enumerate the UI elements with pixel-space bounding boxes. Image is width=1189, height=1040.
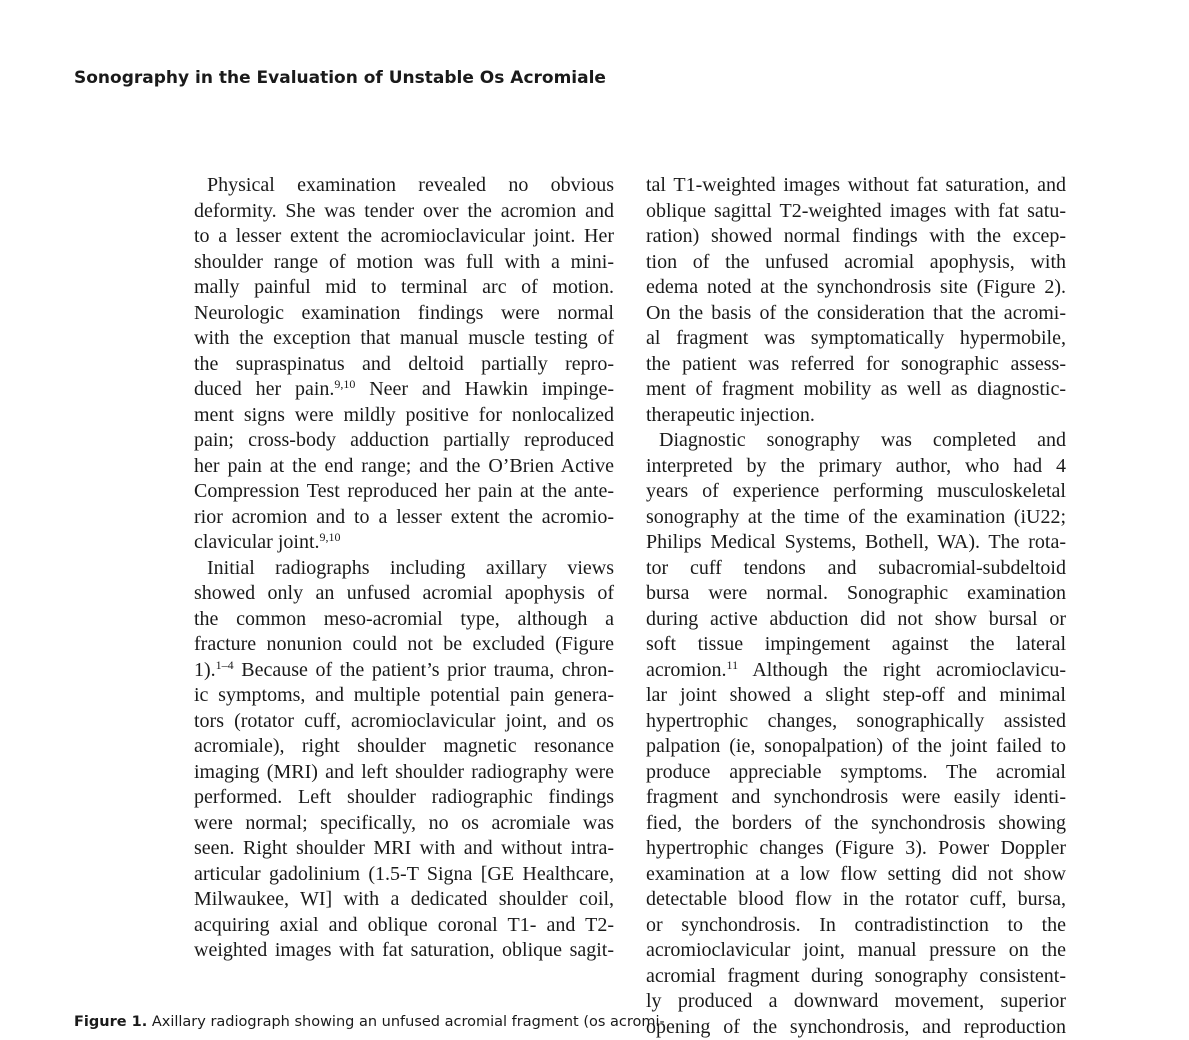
text-line-continuation: Because of the patient’s prior trauma, chron- — [234, 659, 614, 681]
text-line — [194, 224, 614, 250]
text-line-content: Physical examination revealed no obvious — [207, 174, 614, 196]
text-line-content: during active abduction did not show bursal or — [646, 608, 1066, 630]
text-line — [646, 275, 1066, 301]
text-line-content: sonography at the time of the examination (iU22; — [646, 506, 1066, 528]
text-line — [646, 887, 1066, 913]
text-line-content: Milwaukee, WI] with a dedicated shoulder coil, — [194, 888, 614, 910]
citation-superscript: 9,10 — [320, 530, 341, 544]
text-line-content: al fragment was symptomatically hypermobile, — [646, 327, 1066, 349]
text-line-content: shoulder range of motion was full with a mini- — [194, 251, 614, 273]
text-line — [646, 301, 1066, 327]
text-line — [194, 173, 614, 199]
text-line-content: lar joint showed a slight step-off and minimal — [646, 684, 1066, 706]
text-line — [194, 352, 614, 378]
text-line — [194, 530, 614, 556]
text-line-content: clavicular joint. — [194, 531, 320, 553]
text-line — [646, 224, 1066, 250]
text-line-content: acromiale), right shoulder magnetic resonance — [194, 735, 614, 757]
text-line — [646, 199, 1066, 225]
text-line-content: fracture nonunion could not be excluded (Figure — [194, 633, 614, 655]
citation-superscript: 9,10 — [334, 377, 355, 391]
figure-caption-text: Axillary radiograph showing an unfused acromial fragment (os acromi- — [147, 1014, 665, 1030]
text-line-content: tal T1-weighted images without fat saturation, and — [646, 174, 1066, 196]
body-column-right — [646, 173, 1066, 1040]
text-line-content: her pain at the end range; and the O’Brien Active — [194, 455, 614, 477]
text-line — [646, 581, 1066, 607]
text-line-content: 1). — [194, 659, 216, 681]
text-line-content: palpation (ie, sonopalpation) of the joint failed to — [646, 735, 1066, 757]
body-column-left — [194, 173, 614, 964]
text-line — [194, 760, 614, 786]
text-line — [194, 556, 614, 582]
text-line-content: with the exception that manual muscle testing of — [194, 327, 614, 349]
text-line — [646, 913, 1066, 939]
text-line — [194, 505, 614, 531]
text-line-content: edema noted at the synchondrosis site (Figure 2). — [646, 276, 1066, 298]
text-line — [646, 989, 1066, 1015]
text-line — [646, 785, 1066, 811]
text-line — [194, 275, 614, 301]
text-line-content: years of experience performing musculoskeletal — [646, 480, 1066, 502]
text-line-content: showed only an unfused acromial apophysis of — [194, 582, 614, 604]
text-line — [646, 556, 1066, 582]
text-line — [646, 709, 1066, 735]
text-line-content: bursa were normal. Sonographic examination — [646, 582, 1066, 604]
text-line — [194, 428, 614, 454]
text-line — [646, 938, 1066, 964]
text-line-content: fied, the borders of the synchondrosis showing — [646, 812, 1066, 834]
text-line-content: Initial radiographs including axillary views — [207, 557, 614, 579]
text-line — [646, 1015, 1066, 1040]
text-line — [194, 581, 614, 607]
text-line-content: Compression Test reproduced her pain at the ante- — [194, 480, 614, 502]
text-line-content: tion of the unfused acromial apophysis, with — [646, 251, 1066, 273]
text-line — [194, 938, 614, 964]
text-line-content: acromion. — [646, 659, 727, 681]
text-line-content: fragment and synchondrosis were easily identi- — [646, 786, 1066, 808]
text-line — [646, 250, 1066, 276]
text-line — [646, 683, 1066, 709]
text-line-content: were normal; specifically, no os acromiale was — [194, 812, 614, 834]
text-line — [194, 403, 614, 429]
text-line-content: acquiring axial and oblique coronal T1- and T2- — [194, 914, 614, 936]
text-line — [646, 454, 1066, 480]
text-line — [194, 377, 614, 403]
text-line — [194, 862, 614, 888]
text-line — [646, 352, 1066, 378]
text-line-content: rior acromion and to a lesser extent the acromio- — [194, 506, 614, 528]
text-line-continuation: Neer and Hawkin impinge- — [355, 378, 614, 400]
text-line-content: acromioclavicular joint, manual pressure on the — [646, 939, 1066, 961]
text-line-content: therapeutic injection. — [646, 404, 815, 426]
text-line-content: ic symptoms, and multiple potential pain genera- — [194, 684, 614, 706]
text-line — [646, 760, 1066, 786]
text-line-content: detectable blood flow in the rotator cuff, bursa, — [646, 888, 1066, 910]
text-line-content: interpreted by the primary author, who had 4 — [646, 455, 1066, 477]
citation-superscript: 1–4 — [216, 658, 234, 672]
text-line — [194, 301, 614, 327]
figure-caption — [74, 1014, 665, 1030]
citation-superscript: 11 — [727, 658, 739, 672]
text-line — [646, 811, 1066, 837]
text-line — [194, 479, 614, 505]
text-line — [194, 811, 614, 837]
text-line-content: seen. Right shoulder MRI with and without intra- — [194, 837, 614, 859]
text-line-content: hypertrophic changes (Figure 3). Power Doppler — [646, 837, 1066, 859]
text-line — [646, 505, 1066, 531]
text-line — [646, 173, 1066, 199]
text-line — [194, 326, 614, 352]
text-line-content: On the basis of the consideration that the acromi- — [646, 302, 1066, 324]
text-line-content: deformity. She was tender over the acromion and — [194, 200, 614, 222]
text-line — [646, 862, 1066, 888]
text-line — [646, 403, 1066, 429]
text-line-continuation: Although the right acromioclavicu- — [738, 659, 1066, 681]
text-line — [194, 913, 614, 939]
text-line — [646, 964, 1066, 990]
text-line-content: articular gadolinium (1.5-T Signa [GE Healthcare, — [194, 863, 614, 885]
text-line — [194, 836, 614, 862]
text-line — [194, 709, 614, 735]
text-line-content: ment signs were mildly positive for nonlocalized — [194, 404, 614, 426]
text-line-content: performed. Left shoulder radiographic findings — [194, 786, 614, 808]
text-line — [194, 250, 614, 276]
text-line — [194, 199, 614, 225]
text-line-content: ration) showed normal findings with the excep- — [646, 225, 1066, 247]
text-line — [194, 607, 614, 633]
text-line-content: tors (rotator cuff, acromioclavicular joint, and os — [194, 710, 614, 732]
text-line-content: acromial fragment during sonography consistent- — [646, 965, 1066, 987]
text-line-content: ly produced a downward movement, superior — [646, 990, 1066, 1012]
text-line — [646, 479, 1066, 505]
figure-caption-label: Figure 1. — [74, 1014, 147, 1030]
text-line — [194, 785, 614, 811]
text-line-content: oblique sagittal T2-weighted images with fat satu- — [646, 200, 1066, 222]
text-line-content: Philips Medical Systems, Bothell, WA). The rota- — [646, 531, 1066, 553]
text-line — [646, 734, 1066, 760]
text-line-content: tor cuff tendons and subacromial-subdeltoid — [646, 557, 1066, 579]
text-line — [194, 454, 614, 480]
text-line — [646, 607, 1066, 633]
text-line — [194, 658, 614, 684]
text-line-content: the common meso-acromial type, although a — [194, 608, 614, 630]
text-line-content: to a lesser extent the acromioclavicular joint. Her — [194, 225, 614, 247]
text-line-content: or synchondrosis. In contradistinction to the — [646, 914, 1066, 936]
text-line-content: imaging (MRI) and left shoulder radiography were — [194, 761, 614, 783]
text-line-content: duced her pain. — [194, 378, 334, 400]
text-line — [646, 632, 1066, 658]
text-line-content: Diagnostic sonography was completed and — [659, 429, 1066, 451]
text-line-content: ment of fragment mobility as well as diagnostic- — [646, 378, 1066, 400]
text-line — [646, 658, 1066, 684]
text-line — [646, 836, 1066, 862]
running-title: Sonography in the Evaluation of Unstable Os Acromiale — [74, 68, 606, 88]
text-line-content: the supraspinatus and deltoid partially repro- — [194, 353, 614, 375]
text-line — [194, 887, 614, 913]
text-line — [194, 734, 614, 760]
text-line-content: Neurologic examination findings were normal — [194, 302, 614, 324]
text-line — [646, 530, 1066, 556]
text-line — [194, 632, 614, 658]
text-line-content: opening of the synchondrosis, and reproduction — [646, 1016, 1066, 1038]
text-line-content: produce appreciable symptoms. The acromial — [646, 761, 1066, 783]
text-line-content: soft tissue impingement against the lateral — [646, 633, 1066, 655]
text-line-content: hypertrophic changes, sonographically assisted — [646, 710, 1066, 732]
text-line-content: the patient was referred for sonographic assess- — [646, 353, 1066, 375]
text-line — [194, 683, 614, 709]
text-line-content: mally painful mid to terminal arc of motion. — [194, 276, 614, 298]
text-line — [646, 326, 1066, 352]
text-line-content: weighted images with fat saturation, oblique sagit- — [194, 939, 614, 961]
text-line — [646, 428, 1066, 454]
text-line-content: examination at a low flow setting did not show — [646, 863, 1066, 885]
text-line — [646, 377, 1066, 403]
text-line-content: pain; cross-body adduction partially reproduced — [194, 429, 614, 451]
